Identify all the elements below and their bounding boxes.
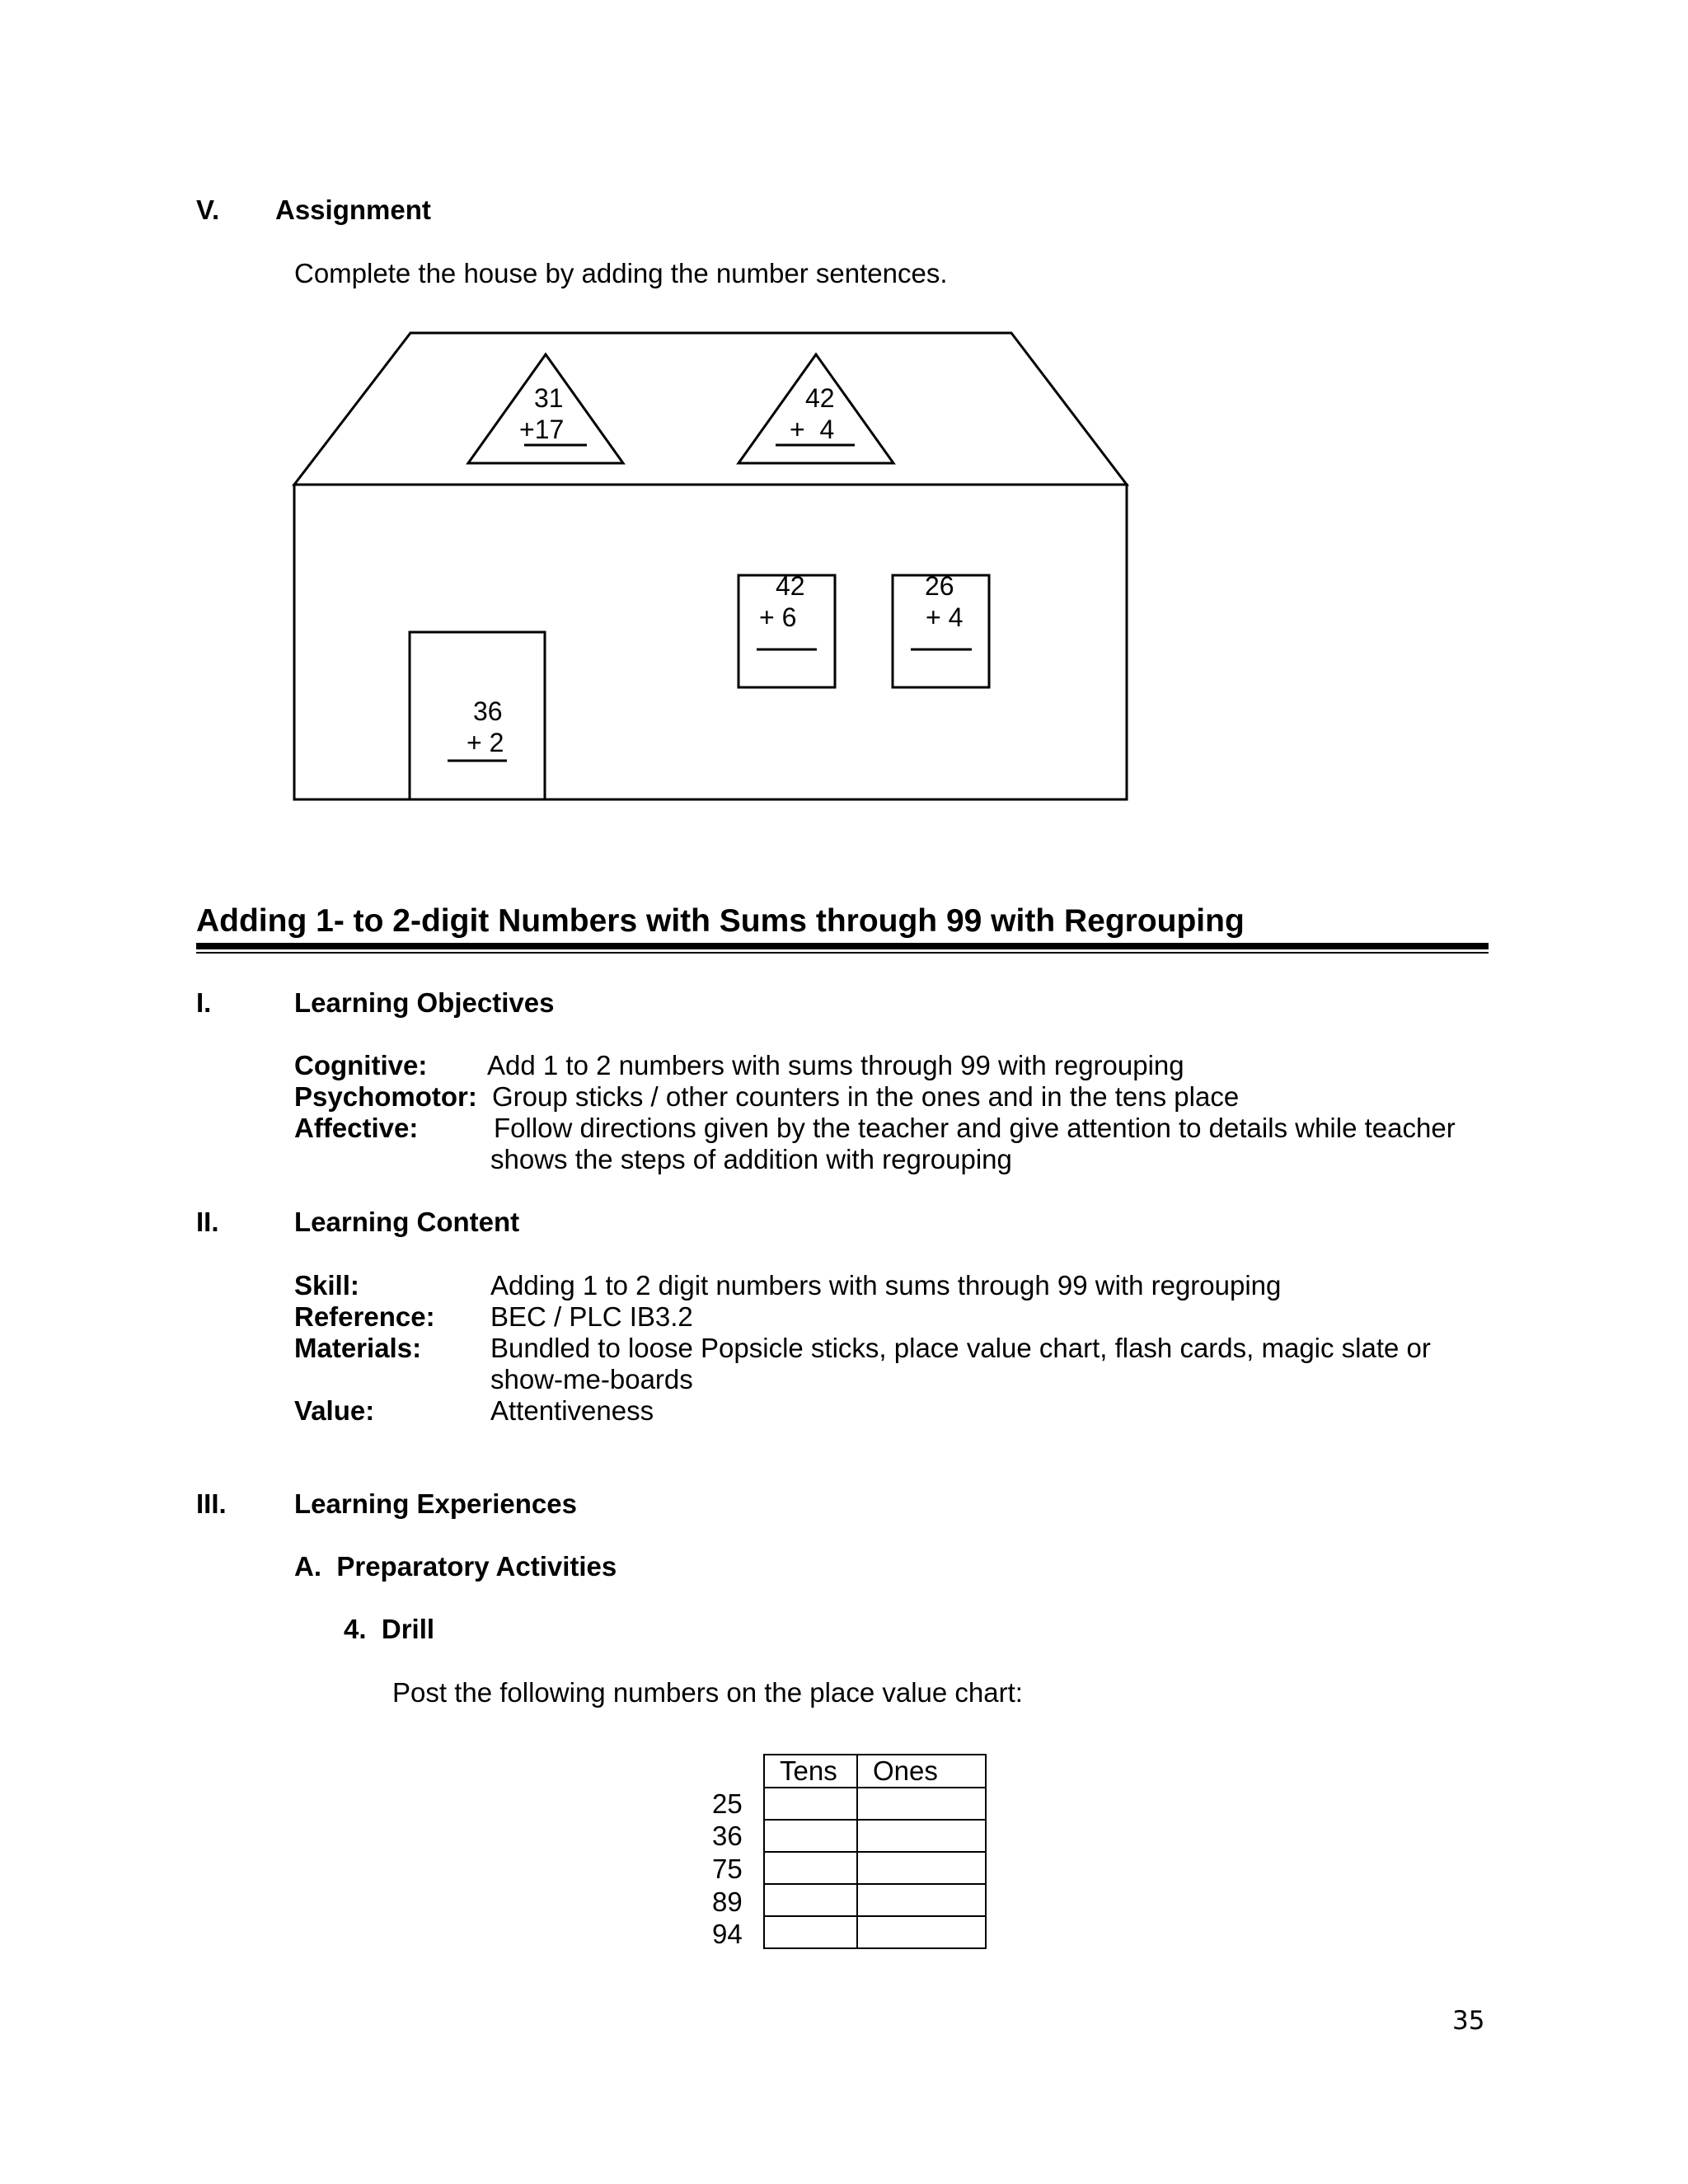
materials-label: Materials:: [294, 1333, 422, 1363]
roof-left-bottom: +17: [519, 415, 565, 444]
cognitive-text: Add 1 to 2 numbers with sums through 99 with regrouping: [487, 1050, 1184, 1080]
roof-outline: [294, 333, 1127, 485]
subsection-preparatory: A. Preparatory Activities: [294, 1551, 617, 1582]
assignment-instruction: Complete the house by adding the number sentences.: [294, 258, 948, 288]
header-ones: Ones: [857, 1755, 986, 1788]
section-number-i: I.: [196, 987, 212, 1018]
house-body: [294, 485, 1127, 799]
table-header-row: [764, 1755, 986, 1788]
affective-text-line2: shows the steps of addition with regrouping: [490, 1144, 1012, 1174]
title-rule-thick: [196, 943, 1489, 949]
item-drill: 4. Drill: [344, 1614, 435, 1644]
affective-label: Affective:: [294, 1113, 419, 1143]
row-label: 89: [712, 1886, 743, 1917]
table-row: [764, 1820, 986, 1852]
section-number-ii: II.: [196, 1207, 219, 1237]
header-tens: Tens: [764, 1755, 857, 1788]
materials-text-line2: show-me-boards: [490, 1364, 693, 1394]
table-row: [764, 1852, 986, 1884]
table-row: [764, 1884, 986, 1916]
ones-cell: [857, 1884, 986, 1916]
tens-cell: [764, 1788, 857, 1820]
row-label: 36: [712, 1821, 743, 1851]
row-label: 25: [712, 1788, 743, 1819]
section-number-iii: III.: [196, 1488, 227, 1519]
section-title-objectives: Learning Objectives: [294, 987, 555, 1018]
value-text: Attentiveness: [490, 1395, 654, 1426]
affective-text-line1: Follow directions given by the teacher and give attention to details while teacher: [494, 1113, 1456, 1143]
door-bottom: + 2: [467, 728, 504, 757]
reference-label: Reference:: [294, 1301, 435, 1332]
page-number: 35: [1452, 2006, 1485, 2036]
psychomotor-text: Group sticks / other counters in the ones and in the tens place: [492, 1081, 1240, 1112]
tens-cell: [764, 1820, 857, 1852]
window-left-bottom: + 6: [759, 602, 797, 632]
window-left-top: 42: [776, 571, 805, 601]
door-top: 36: [473, 696, 503, 726]
reference-text: BEC / PLC IB3.2: [490, 1301, 693, 1332]
ones-cell: [857, 1788, 986, 1820]
tens-cell: [764, 1916, 857, 1948]
section-title-assignment: Assignment: [275, 194, 431, 225]
materials-text-line1: Bundled to loose Popsicle sticks, place value chart, flash cards, magic slate or: [490, 1333, 1431, 1363]
table-row: [764, 1916, 986, 1948]
ones-cell: [857, 1820, 986, 1852]
lesson-title: Adding 1- to 2-digit Numbers with Sums through 99 with Regrouping: [196, 903, 1245, 939]
window-right-bottom: + 4: [926, 602, 964, 632]
section-title-experiences: Learning Experiences: [294, 1488, 577, 1519]
ones-cell: [857, 1852, 986, 1884]
section-number-v: V.: [196, 194, 220, 225]
row-label: 75: [712, 1854, 743, 1884]
table-row: [764, 1788, 986, 1820]
tens-cell: [764, 1884, 857, 1916]
place-value-chart: [763, 1754, 987, 1949]
psychomotor-label: Psychomotor:: [294, 1081, 477, 1112]
roof-left-top: 31: [534, 383, 564, 413]
tens-cell: [764, 1852, 857, 1884]
value-label: Value:: [294, 1395, 375, 1426]
cognitive-label: Cognitive:: [294, 1050, 428, 1080]
window-right-top: 26: [925, 571, 954, 601]
drill-instruction: Post the following numbers on the place value chart:: [392, 1677, 1023, 1708]
section-title-content: Learning Content: [294, 1207, 520, 1237]
title-rule-thin: [196, 952, 1489, 954]
skill-label: Skill:: [294, 1270, 359, 1301]
roof-right-bottom: + 4: [790, 415, 835, 444]
roof-right-top: 42: [805, 383, 835, 413]
ones-cell: [857, 1916, 986, 1948]
row-label: 94: [712, 1919, 743, 1949]
skill-text: Adding 1 to 2 digit numbers with sums through 99 with regrouping: [490, 1270, 1282, 1301]
